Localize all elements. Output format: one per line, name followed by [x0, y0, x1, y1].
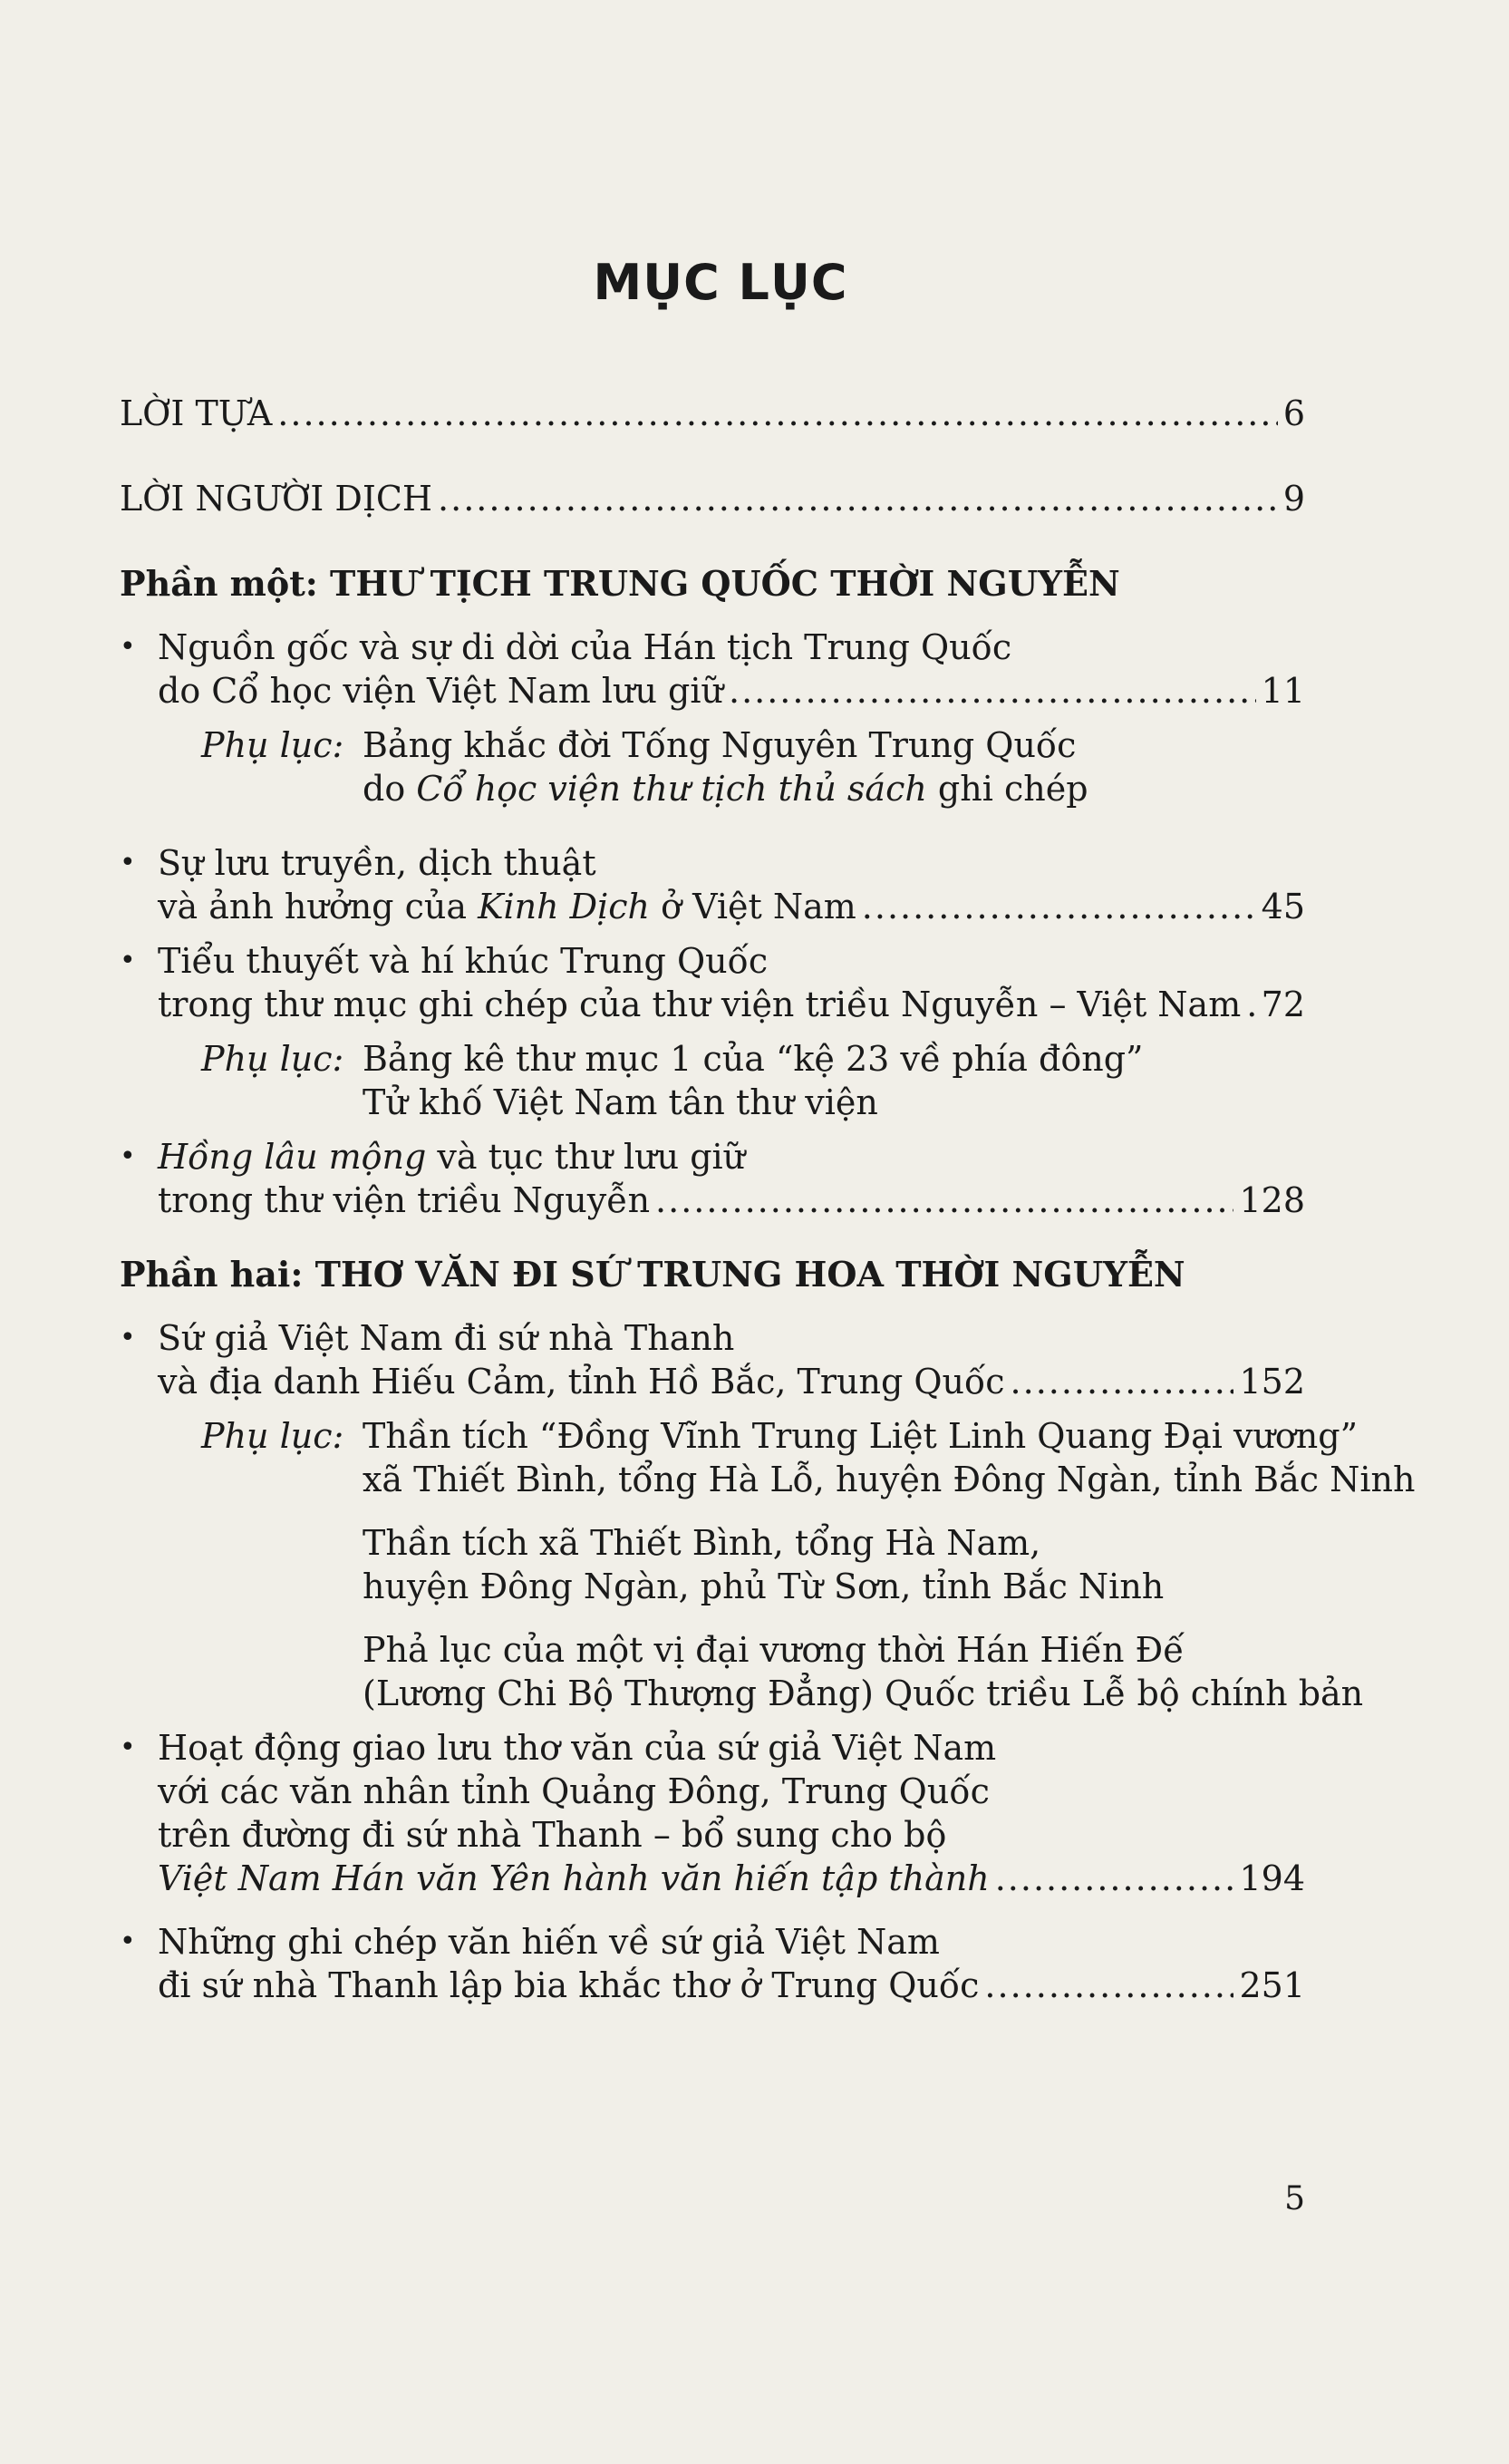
page-number: 5: [1284, 2180, 1305, 2217]
appendix-entry: [363, 1521, 1305, 1608]
toc-entry-line: Những ghi chép văn hiến về sứ giả Việt Nam: [158, 1922, 940, 1962]
appendix-line: Phả lục của một vị đại vương thời Hán Hiến Đế: [363, 1630, 1185, 1670]
appendix-label: Phụ lục:: [201, 725, 344, 765]
italic-title: Cổ học viện thư tịch thủ sách: [416, 769, 927, 809]
leader-dots: [729, 669, 1256, 713]
toc-page-number: 251: [1239, 1965, 1305, 2005]
bullet-icon: •: [120, 1926, 136, 1957]
appendix-label: Phụ lục:: [201, 1416, 344, 1456]
toc-entry-line: Sứ giả Việt Nam đi sứ nhà Thanh: [158, 1318, 735, 1358]
text-run: và ảnh hưởng của: [158, 887, 479, 926]
appendix-line: xã Thiết Bình, tổng Hà Lỗ, huyện Đông Ngàn, tỉnh Bắc Ninh: [363, 1460, 1416, 1499]
toc-entry-line: với các văn nhân tỉnh Quảng Đông, Trung Quốc: [158, 1771, 990, 1811]
toc-entry-line: do Cổ học viện Việt Nam lưu giữ: [158, 671, 723, 711]
toc-entry-loi-tua[interactable]: [120, 392, 1305, 435]
italic-title: Việt Nam Hán văn Yên hành văn hiến tập thành: [158, 1858, 990, 1898]
leader-dots: [1011, 1360, 1234, 1403]
appendix-line: Thần tích xã Thiết Bình, tổng Hà Nam,: [363, 1523, 1041, 1563]
toc-page-number: 128: [1239, 1180, 1305, 1220]
italic-title: Kinh Dịch: [478, 887, 651, 926]
toc-entry-part1-item2[interactable]: [120, 841, 1305, 928]
toc-entry-part2-item1[interactable]: [120, 1316, 1305, 1403]
appendix-entry: [201, 1414, 1416, 1501]
leader-dots: [655, 1179, 1233, 1222]
toc-entry-line: trong thư mục ghi chép của thư viện triều Nguyễn – Việt Nam: [158, 985, 1242, 1024]
appendix-line: Bảng khắc đời Tống Nguyên Trung Quốc: [363, 725, 1077, 765]
toc-entry-line: Nguồn gốc và sự di dời của Hán tịch Trung Quốc: [158, 627, 1012, 667]
appendix-line: huyện Đông Ngàn, phủ Từ Sơn, tỉnh Bắc Ninh: [363, 1567, 1165, 1606]
text-run: ghi chép: [926, 769, 1088, 809]
toc-entry-line: Hoạt động giao lưu thơ văn của sứ giả Việt Nam: [158, 1728, 997, 1768]
toc-entry-part2-item2[interactable]: [120, 1726, 1305, 1900]
leader-dots: [1246, 983, 1255, 1026]
toc-page-number: 11: [1261, 671, 1305, 711]
toc-entry-line: [158, 885, 856, 928]
leader-dots: [995, 1857, 1234, 1900]
leader-dots: [438, 477, 1278, 520]
appendix-entry: [201, 723, 1305, 810]
bullet-icon: •: [120, 1322, 136, 1353]
appendix-line: Thần tích “Đồng Vĩnh Trung Liệt Linh Quang Đại vương”: [363, 1416, 1359, 1456]
bullet-icon: •: [120, 631, 136, 663]
toc-page-number: 152: [1239, 1362, 1305, 1402]
bullet-icon: •: [120, 1732, 136, 1763]
text-run: do: [363, 769, 417, 809]
page-title: MỤC LỤC: [593, 254, 848, 311]
toc-entry-label: LỜI TỰA: [120, 393, 273, 433]
leader-dots: [984, 1964, 1233, 2007]
toc-entry-loi-nguoi-dich[interactable]: [120, 477, 1305, 520]
text-run: ở Việt Nam: [650, 887, 856, 926]
leader-dots: [862, 885, 1256, 928]
table-of-contents: [120, 392, 1416, 2007]
bullet-icon: •: [120, 945, 136, 976]
toc-entry-part1-item4[interactable]: [120, 1135, 1305, 1222]
appendix-line: [363, 767, 1305, 810]
part-two-title: Phần hai: THƠ VĂN ĐI SỨ TRUNG HOA THỜI NGUYỄN: [120, 1254, 1185, 1295]
toc-page-number: 45: [1261, 887, 1305, 926]
toc-page-number: 9: [1282, 479, 1305, 519]
appendix-line: (Lương Chi Bộ Thượng Đẳng) Quốc triều Lễ bộ chính bản: [363, 1673, 1364, 1713]
appendix-entry: [363, 1628, 1364, 1715]
toc-entry-line: đi sứ nhà Thanh lập bia khắc thơ ở Trung Quốc: [158, 1965, 980, 2005]
appendix-line: Tử khố Việt Nam tân thư viện: [363, 1082, 878, 1122]
part-one-title: Phần một: THƯ TỊCH TRUNG QUỐC THỜI NGUYỄN: [120, 563, 1120, 604]
toc-page-number: 72: [1261, 985, 1305, 1024]
toc-entry-line: Sự lưu truyền, dịch thuật: [158, 843, 596, 883]
toc-entry-line: [158, 1135, 1305, 1179]
toc-entry-line: và địa danh Hiếu Cảm, tỉnh Hồ Bắc, Trung Quốc: [158, 1362, 1005, 1402]
toc-page-number: 6: [1282, 393, 1305, 433]
toc-entry-line: Tiểu thuyết và hí khúc Trung Quốc: [158, 941, 769, 981]
appendix-label: Phụ lục:: [201, 1039, 344, 1079]
bullet-icon: •: [120, 847, 136, 878]
toc-entry-part1-item1[interactable]: [120, 626, 1305, 713]
text-run: và tục thư lưu giữ: [426, 1137, 746, 1177]
toc-entry-line: trên đường đi sứ nhà Thanh – bổ sung cho bộ: [158, 1815, 947, 1855]
toc-entry-part1-item3[interactable]: [120, 939, 1305, 1026]
appendix-line: Bảng kê thư mục 1 của “kệ 23 về phía đông”: [363, 1039, 1144, 1079]
toc-page-number: 194: [1239, 1858, 1305, 1898]
toc-entry-part2-item3[interactable]: [120, 1920, 1305, 2007]
italic-title: Hồng lâu mộng: [158, 1137, 427, 1177]
leader-dots: [277, 392, 1278, 435]
bullet-icon: •: [120, 1140, 136, 1172]
toc-entry-line: trong thư viện triều Nguyễn: [158, 1180, 651, 1220]
toc-entry-label: LỜI NGƯỜI DỊCH: [120, 479, 433, 519]
appendix-entry: [201, 1037, 1305, 1124]
